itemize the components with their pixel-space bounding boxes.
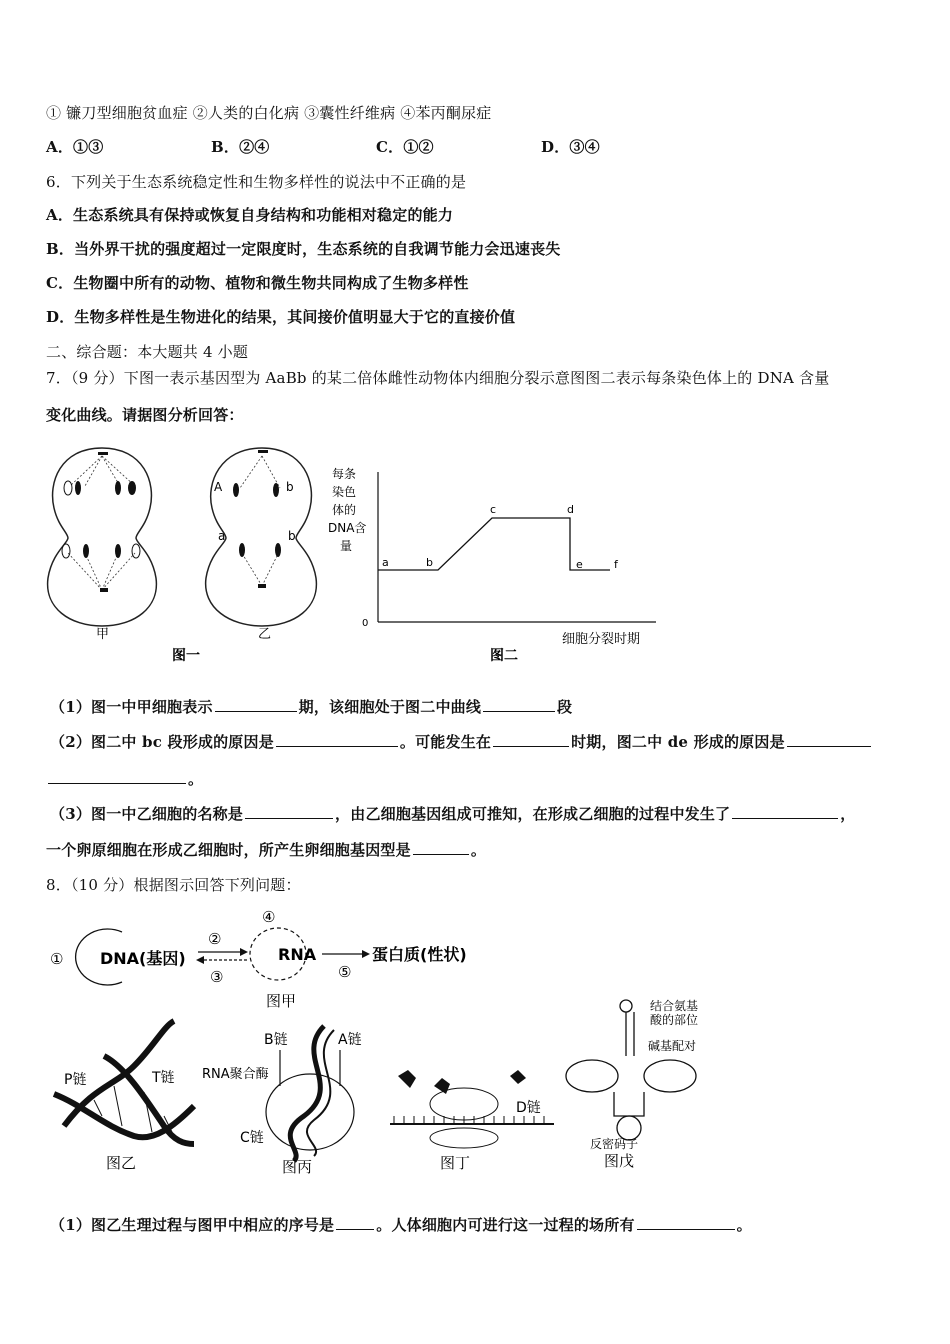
cell-jia-outline xyxy=(48,448,157,626)
y-label-2: 染色 xyxy=(332,485,357,499)
figure-jia-caption: 图甲 xyxy=(266,992,297,1010)
q7-sub3-text-a: （3）图一中乙细胞的名称是 xyxy=(50,805,244,823)
label-protein: 蛋白质(性状) xyxy=(372,945,467,964)
q8-sub1 xyxy=(50,1214,752,1235)
q8-sub1-text-c: 。 xyxy=(736,1216,752,1234)
q7-sub2-end: 。 xyxy=(188,770,204,788)
q7-sub1-blank-2[interactable] xyxy=(483,697,555,712)
q7-sub2-text-b: 。可能发生在 xyxy=(399,733,492,751)
q7-sub2-text-c: 时期，图二中 de 形成的原因是 xyxy=(571,733,785,751)
q7-sub3-text-b: ，由乙细胞基因组成可推知，在形成乙细胞的过程中发生了 xyxy=(335,805,731,823)
q7-sub1-text-b: 期，该细胞处于图二中曲线 xyxy=(298,698,482,716)
spindle-fibers-yi xyxy=(240,456,280,586)
q7-sub2-text-a: （2）图二中 bc 段形成的原因是 xyxy=(50,733,274,751)
spindle-fibers-jia xyxy=(68,456,135,590)
label-amino-acid-site-2: 酸的部位 xyxy=(650,1013,699,1027)
label-p-chain: P链 xyxy=(64,1072,87,1088)
ribosome-large xyxy=(430,1088,498,1120)
translation-arrowhead xyxy=(362,950,370,958)
y-label-4: DNA含 xyxy=(328,521,367,535)
gene-label-A: A xyxy=(214,480,223,494)
q7-sub1-text-c: 段 xyxy=(557,698,573,716)
q5-option-c[interactable]: C．①② xyxy=(376,138,434,156)
q8-stem: 8．（10 分）根据图示回答下列问题： xyxy=(46,876,301,894)
origin-label: 0 xyxy=(362,618,369,629)
q7-sub2 xyxy=(50,731,873,752)
label-c-chain: C链 xyxy=(240,1130,264,1146)
chromosomes-jia xyxy=(62,452,140,592)
q7-sub3-text-e: 。 xyxy=(470,841,487,859)
label-5: ⑤ xyxy=(338,963,352,981)
q7-sub3-text-d: 一个卵原细胞在形成乙细胞时，所产生卵细胞基因型是 xyxy=(46,841,411,859)
q7-stem-line2: 变化曲线。请据图分析回答： xyxy=(46,406,244,424)
label-3: ③ xyxy=(210,968,224,986)
figure-1-caption: 图一 xyxy=(172,648,200,664)
q7-sub3-text-c: ， xyxy=(840,805,856,823)
x-axis-label: 细胞分裂时期 xyxy=(562,632,641,647)
chromosomes-yi xyxy=(233,450,281,588)
figure-ding-caption: 图丁 xyxy=(440,1154,471,1172)
q8-figure-jia xyxy=(44,902,504,1012)
label-amino-acid-site-1: 结合氨基 xyxy=(650,999,699,1013)
point-a: a xyxy=(382,556,389,569)
q8-sub1-blank-2[interactable] xyxy=(637,1215,735,1230)
figure-wu-caption: 图戊 xyxy=(604,1152,635,1170)
point-f: f xyxy=(614,558,618,571)
point-c: c xyxy=(490,503,497,516)
gene-label-b-top: b xyxy=(286,480,294,494)
cell-jia-label: 甲 xyxy=(96,627,110,642)
q7-sub1-blank-1[interactable] xyxy=(215,697,297,712)
q6-option-b[interactable]: B．当外界干扰的强度超过一定限度时，生态系统的自我调节能力会迅速丧失 xyxy=(46,240,561,258)
q7-figure-1 xyxy=(40,438,330,670)
q7-sub2-cont xyxy=(46,768,203,789)
y-label-3: 体的 xyxy=(332,503,357,517)
q5-options xyxy=(46,136,600,157)
q7-sub2-blank-3[interactable] xyxy=(787,732,871,747)
q5-items: ① 镰刀型细胞贫血症 ②人类的白化病 ③囊性纤维病 ④苯丙酮尿症 xyxy=(46,104,492,122)
figure-bing-caption: 图丙 xyxy=(282,1158,313,1176)
reverse-transcription-arrowhead xyxy=(196,956,204,964)
q7-stem-line1: 7．（9 分）下图一表示基因型为 AaBb 的某二倍体雌性动物体内细胞分裂示意图图二表示每条染色体上的 DNA 含量 xyxy=(46,369,830,387)
q7-sub3-blank-3[interactable] xyxy=(413,840,469,855)
q7-sub2-blank-2[interactable] xyxy=(493,732,569,747)
figure-2-caption: 图二 xyxy=(490,648,518,664)
q6-option-d[interactable]: D．生物多样性是生物进化的结果，其间接价值明显大于它的直接价值 xyxy=(46,308,516,326)
label-1: ① xyxy=(50,950,64,968)
label-2: ② xyxy=(208,930,222,948)
trna-molecules xyxy=(398,1070,526,1094)
label-4: ④ xyxy=(262,908,276,926)
q5-option-d[interactable]: D．③④ xyxy=(541,138,600,156)
label-a-chain: A链 xyxy=(338,1032,362,1048)
q7-sub2-blank-3-cont[interactable] xyxy=(48,769,186,784)
gene-label-b-bottom: b xyxy=(288,529,296,543)
label-d-chain: D链 xyxy=(516,1100,541,1116)
q7-sub3-line2 xyxy=(46,839,486,860)
q7-sub3-line1 xyxy=(50,803,855,824)
label-rna-polymerase: RNA聚合酶 xyxy=(202,1067,269,1082)
label-anticodon: 反密码子 xyxy=(590,1137,639,1151)
gene-label-a: a xyxy=(218,529,226,543)
figure-yi-caption: 图乙 xyxy=(106,1154,137,1172)
point-d: d xyxy=(567,503,574,516)
ribosome-small xyxy=(430,1128,498,1148)
q8-sub1-text-b: 。人体细胞内可进行这一过程的场所有 xyxy=(376,1216,635,1234)
label-t-chain: T链 xyxy=(152,1070,175,1086)
q7-sub3-blank-2[interactable] xyxy=(732,804,838,819)
transcription-strands xyxy=(290,1026,334,1161)
point-e: e xyxy=(576,558,583,571)
transcription-arrowhead xyxy=(240,948,248,956)
q7-figure-2 xyxy=(326,462,676,674)
y-label-1: 每条 xyxy=(332,467,357,481)
q6-stem: 6．下列关于生态系统稳定性和生物多样性的说法中不正确的是 xyxy=(46,173,467,191)
q7-sub1-text-a: （1）图一中甲细胞表示 xyxy=(50,698,213,716)
q8-sub1-blank-1[interactable] xyxy=(336,1215,374,1230)
label-dna: DNA(基因) xyxy=(100,949,186,968)
y-label-5: 量 xyxy=(340,539,353,553)
q5-option-b[interactable]: B．②④ xyxy=(211,138,270,156)
q6-option-a[interactable]: A．生态系统具有保持或恢复自身结构和功能相对稳定的能力 xyxy=(46,206,454,224)
point-b: b xyxy=(426,556,433,569)
label-b-chain: B链 xyxy=(264,1032,288,1048)
label-base-pairing: 碱基配对 xyxy=(648,1039,697,1053)
q7-sub3-blank-1[interactable] xyxy=(245,804,333,819)
q7-sub1 xyxy=(50,696,572,717)
label-rna: RNA xyxy=(278,945,317,964)
q8-sub1-text-a: （1）图乙生理过程与图甲中相应的序号是 xyxy=(50,1216,335,1234)
q6-option-c[interactable]: C．生物圈中所有的动物、植物和微生物共同构成了生物多样性 xyxy=(46,274,469,292)
cell-yi-label: 乙 xyxy=(258,627,272,642)
section-heading: 二、综合题：本大题共 4 小题 xyxy=(46,343,249,361)
q7-sub2-blank-1[interactable] xyxy=(276,732,398,747)
q5-option-a[interactable]: A．①③ xyxy=(46,138,104,156)
